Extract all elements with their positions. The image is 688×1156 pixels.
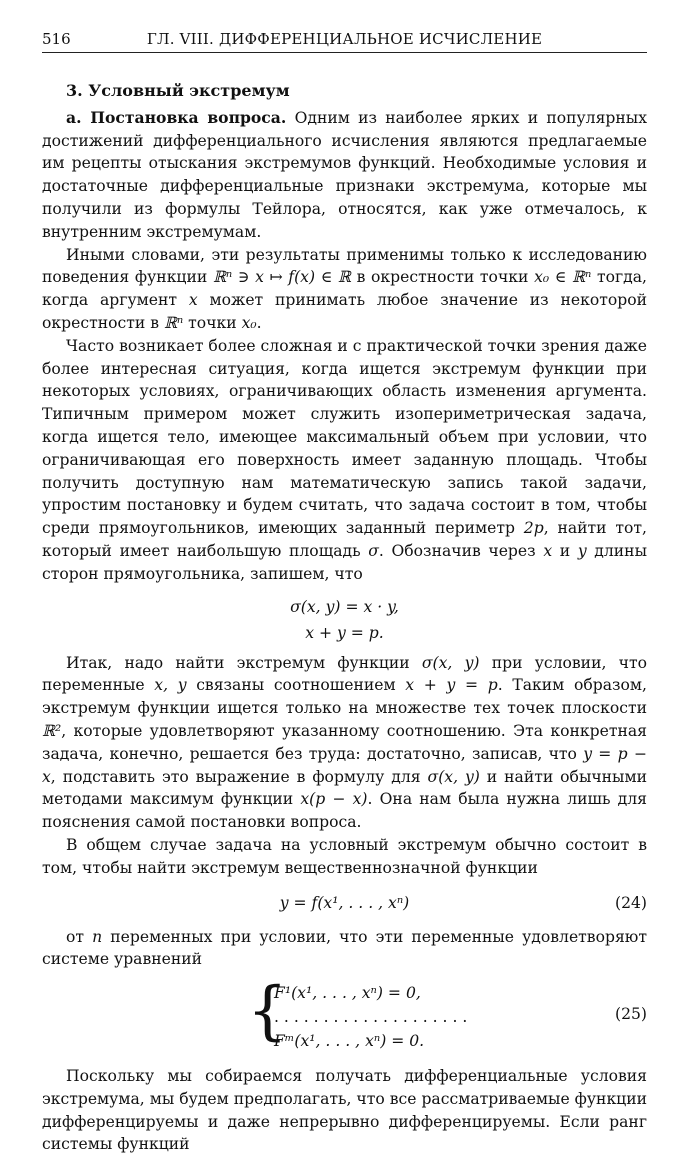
system-dots: . . . . . . . . . . . . . . . . . . . . [274,1008,468,1027]
paragraph-3 [42,335,647,586]
text-run: и [552,541,578,560]
text-run: от [66,927,93,946]
text-run: переменных при условии, что эти переменные удовлетворяют системе уравнений [42,927,647,969]
inline-math: x₀ ∈ ℝⁿ [534,268,592,287]
paragraph-2 [42,244,647,335]
text-run: длины сторон прямоугольника, запишем, что [42,541,647,583]
text-run: может принимать любое значение из некоторой окрестности в [42,291,647,332]
text-run: , найти тот, который имеет наибольшую площадь [42,519,647,560]
text-run: в окрестности точки [350,268,535,287]
text-run: Иными словами, эти результаты применимы только к исследованию поведения функции [42,245,647,287]
paragraph-6 [42,926,647,972]
inline-math: ℝⁿ [163,313,184,332]
system-equation-m: Fᵐ(x¹, . . . , xⁿ) = 0. [274,1032,425,1051]
page-body [42,80,647,1156]
text-run: Итак, надо найти экстремум функции [66,653,422,672]
equation-24-number: (24) [614,893,647,912]
text-run: . [256,313,262,332]
text-run: , подставить это выражение в формулу для [50,767,428,786]
inline-math: x(p − x) [300,790,368,809]
text-run: . Таким образом, экстремум функции ищется только на множестве тех точек плоскости [42,676,648,718]
equation-system-25 [42,974,647,1055]
paragraph-5: В общем случае задача на условный экстремум обычно состоит в том, чтобы найти экстремум вещественнозначной функции [42,835,647,877]
inline-math: ℝ² [42,721,62,740]
subsection-heading: а. Постановка вопроса. [66,107,287,127]
formula-constraint-line: x + y = p. [305,623,384,642]
text-run: , которые удовлетворяют указанному соотношению. Эта конкретная задача, конечно, решается без труда: достаточно, записав, что [42,721,647,763]
paragraph-1-text: Одним из наиболее ярких и популярных достижений дифференциального исчисления являются предлагаемые им рецепты отыскания экстремумов функций. Необходимые условия и достаточные дифференциальные признаки экстремума, которые мы получили из формулы Тейлора, относятся, как уже отмечалось, к внутренним экстремумам. [42,108,647,241]
inline-math: x [543,541,553,560]
page-header [42,30,647,53]
inline-math: σ [368,541,379,560]
running-title: ГЛ. VIII. ДИФФЕРЕНЦИАЛЬНОЕ ИСЧИСЛЕНИЕ [146,30,543,48]
inline-math: x, y [154,676,187,695]
page-number: 516 [42,30,71,48]
inline-math: x₀ [241,313,257,332]
text-run: при условии, что переменные [42,653,647,695]
left-brace-icon: { [247,974,288,1049]
inline-math: σ(x, y) [421,653,480,672]
display-formula-sigma [42,594,647,646]
inline-math: ℝⁿ ∋ x ↦ f(x) ∈ ℝ [212,268,351,287]
inline-math: x + y = p [405,676,498,695]
paragraph-4 [42,652,647,834]
text-run: . Она нам была нужна лишь для пояснения самой постановки вопроса. [42,790,648,832]
equation-25-number: (25) [614,1005,647,1024]
inline-math: σ(x, y) [427,767,480,786]
paragraph-1 [42,107,647,244]
system-lines [274,981,467,1053]
inline-math: 2p [523,519,544,538]
system-equation-1: F¹(x¹, . . . , xⁿ) = 0, [274,984,421,1003]
equation-24-body: y = f(x¹, . . . , xⁿ) [279,893,410,912]
text-run: связаны соотношением [186,676,406,695]
text-run: точки [183,313,242,332]
equation-24 [42,888,647,918]
text-run: тогда, когда аргумент [42,268,648,310]
text-run: и найти обычными методами максимум функции [42,767,647,809]
inline-math: y [577,541,587,560]
inline-math: n [92,927,103,946]
text-run: . Обозначив через [378,541,544,560]
paragraph-7: Поскольку мы собираемся получать дифференциальные условия экстремума, мы будем предполагать, что все рассматриваемые функции дифференцируемы и даже непрерывно дифференцируемы. Если ранг системы функций [42,1067,647,1154]
text-run: Часто возникает более сложная и с практической точки зрения даже более интересная ситуация, когда ищется экстремум функции при некоторых условиях, ограничивающих область изменения аргумента. Типичным примером может служить изопериметрическая задача, когда ищется тело, имеющее максимальный объем при условии, что ограничивающая его поверхность имеет заданную площадь. Чтобы получить доступную нам математическую запись такой задачи, упростим постановку и будем считать, что задача состоит в том, чтобы среди прямоугольников, имеющих заданный периметр [42,336,647,538]
section-title: 3. Условный экстремум [66,81,290,100]
inline-math: x [188,291,198,310]
formula-sigma-line: σ(x, y) = x · y, [290,597,399,616]
inline-math: y = p − x [42,744,647,786]
